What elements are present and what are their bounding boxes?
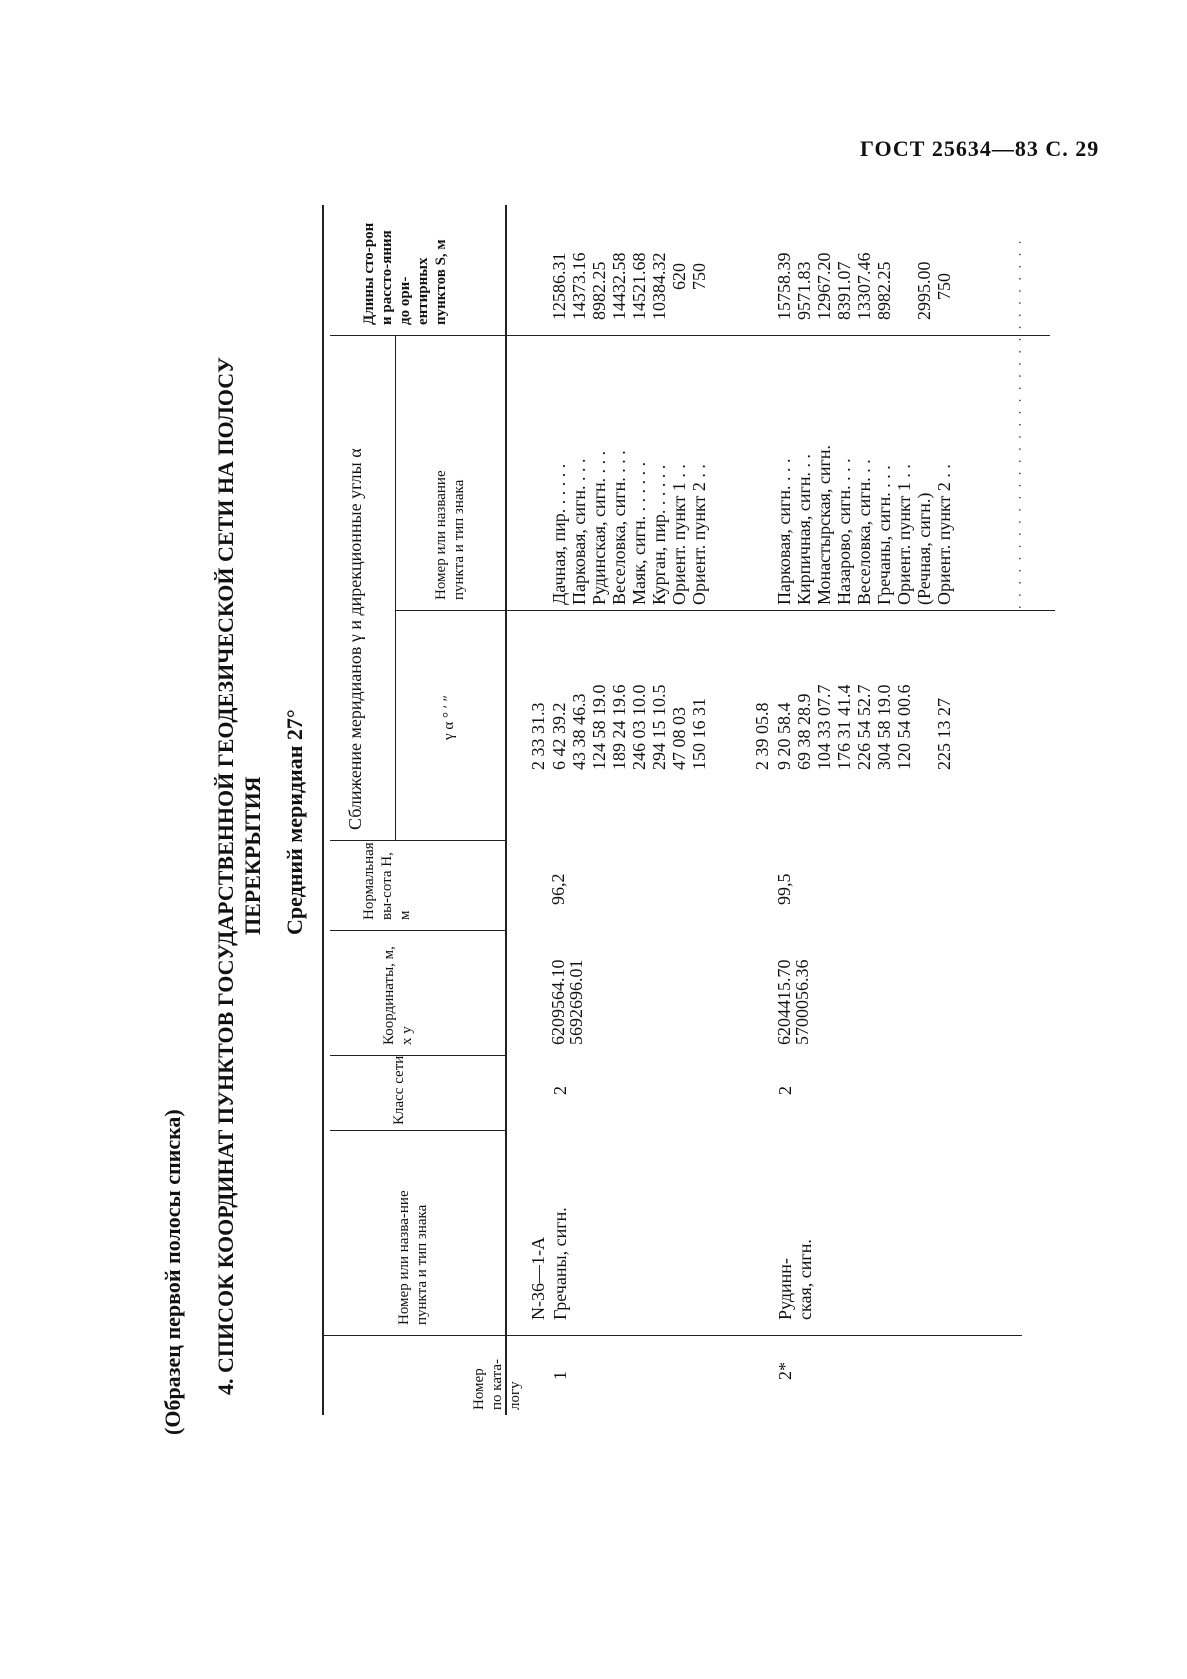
row2-dir-name: Ориент. пункт 2 . . (934, 464, 954, 605)
row2-dir-dist: 13307.46 (854, 252, 874, 320)
section-title: 4. СПИСОК КООРДИНАТ ПУНКТОВ ГОСУДАРСТВЕННОЙ ГЕОДЕЗИЧЕСКОЙ СЕТИ НА ПОЛОСУ (213, 356, 238, 1395)
col-sep-7 (330, 335, 1050, 336)
row1-dir-dist: 750 (689, 263, 709, 290)
col-convergence-group: Сближение меридианов γ и дирекционные углы α (345, 448, 365, 830)
row1-dir-dist: 14373.16 (569, 252, 589, 320)
col-sep-5 (330, 840, 505, 841)
col-orient-name: Номер или название пункта и тип знака (433, 470, 467, 600)
col-distance: Длины сто-рон и рассто-яния до ори-ентирных пунктов S, м (361, 222, 449, 325)
row2-name: Рудинн- (775, 1258, 795, 1320)
row2-dir-angle: 225 13 27 (934, 698, 954, 770)
row2-dir-name: Ориент. пункт 1 . . (894, 464, 914, 605)
row1-dir-name: Ориент. пункт 2 . . (689, 464, 709, 605)
row2-dir-angle: 120 54 00.6 (894, 684, 914, 770)
row1-dir-name: Веселовка, сигн. . . . (609, 450, 629, 605)
row1-x: 6209564.10 (548, 959, 568, 1045)
row1-dir-dist: 14521.68 (629, 252, 649, 320)
row2-no: 2* (775, 1362, 795, 1380)
row2-dir-dist: 8982.25 (874, 261, 894, 320)
row1-dir-name: Рудинская, сигн. . . . (589, 450, 609, 605)
row1-dir-angle: 124 58 19.0 (589, 684, 609, 770)
row2-dir-angle: 176 31 41.4 (834, 684, 854, 770)
col-angles: γ α ° ′ ″ (441, 694, 457, 740)
row2-dir-dist: 9571.83 (794, 261, 814, 320)
row2-dir-dist: 12967.20 (814, 252, 834, 320)
continuation-dots: · · · · · · · · · · · · · · · · · · · · · · · · · · · · · · · (1011, 240, 1026, 612)
row1-class: 2 (550, 1086, 570, 1095)
col-sep-6 (395, 610, 1055, 611)
row1-h: 96,2 (548, 873, 568, 905)
row2-dir-name: Кирпичная, сигн. . . (794, 454, 814, 605)
row1-dir-name: Дачная, пир. . . . . . (549, 463, 569, 605)
col-coords: Координаты, м, x y (381, 946, 415, 1045)
row2-gamma: 2 39 05.8 (752, 702, 772, 770)
row2-dir-name: Веселовка, сигн. . . (854, 459, 874, 605)
row2-dir-dist: 15758.39 (774, 252, 794, 320)
row2-dir-angle: 104 33 07.7 (814, 684, 834, 770)
col-sep-4 (330, 930, 505, 931)
row2-dir-name: Назарово, сигн. . . . (834, 458, 854, 605)
row1-dir-angle: 47 08 03 (669, 707, 689, 770)
row1-dir-angle: 246 03 10.0 (629, 684, 649, 770)
row1-dir-angle: 43 38 46.3 (569, 693, 589, 770)
col-sep-2 (330, 1130, 505, 1131)
row2-dir-angle: 9 20 58.4 (774, 702, 794, 770)
section-title-cont: ПЕРЕКРЫТИЯ (240, 776, 265, 935)
row2-name2: ская, сигн. (795, 1239, 815, 1320)
row1-dir-dist: 12586.31 (549, 252, 569, 320)
sample-note: (Образец первой полосы списка) (160, 1109, 185, 1435)
col-name: Номер или назва-ние пункта и тип знака (396, 1190, 430, 1325)
row2-class: 2 (775, 1086, 795, 1095)
row1-gamma: 2 33 31.3 (528, 702, 548, 770)
header-bottom-rule (505, 205, 507, 1415)
row2-dir-name: Монастырская, сигн. (814, 445, 834, 605)
row1-dir-name: Ориент. пункт 1 . . (669, 464, 689, 605)
row2-dir-dist: 750 (934, 273, 954, 300)
row2-h: 99,5 (774, 873, 794, 905)
row1-dir-angle: 150 16 31 (689, 698, 709, 770)
col-sep-1 (322, 1335, 1022, 1336)
row1-dir-angle: 294 15 10.5 (649, 684, 669, 770)
row2-y: 5700056.36 (792, 959, 812, 1045)
row1-dir-name: Парковая, сигн. . . . (569, 458, 589, 605)
row1-dir-name: Маяк, сигн. . . . . . . (629, 461, 649, 605)
table-left-rule (322, 205, 324, 1415)
row2-dir-angle: 69 38 28.9 (794, 693, 814, 770)
row1-dir-dist: 14432.58 (609, 252, 629, 320)
row1-dir-dist: 620 (669, 263, 689, 290)
col-catalog-no: Номер по ката-логу (471, 1359, 523, 1410)
row2-x: 6204415.70 (774, 959, 794, 1045)
page-header: ГОСТ 25634—83 С. 29 (860, 136, 1100, 161)
row1-name: N-36—1-А (528, 1237, 548, 1320)
conv-group-rule (395, 335, 396, 840)
row1-dir-name: Курган, пир. . . . . . (649, 464, 669, 605)
row2-dir-name: Гречаны, сигн. . . . (874, 465, 894, 605)
row1-dir-angle: 189 24 19.6 (609, 684, 629, 770)
col-class: Класс сети (391, 1055, 407, 1125)
row1-dir-angle: 6 42 39.2 (549, 702, 569, 770)
row2-dir-name: (Речная, сигн.) (914, 492, 934, 605)
row2-dir-dist: 8391.07 (834, 261, 854, 320)
subtitle: Средний меридиан 27° (282, 709, 307, 935)
row1-name2: Гречаны, сигн. (550, 1207, 570, 1320)
col-sep-3 (330, 1055, 505, 1056)
row1-y: 5692696.01 (566, 959, 586, 1045)
row1-dir-dist: 10384.32 (649, 252, 669, 320)
row2-dir-name: Парковая, сигн. . . . (774, 458, 794, 605)
row2-dir-dist: 2995.00 (914, 261, 934, 320)
row1-no: 1 (550, 1371, 570, 1380)
row2-dir-angle: 304 58 19.0 (874, 684, 894, 770)
row2-dir-angle: 226 54 52.7 (854, 684, 874, 770)
row1-dir-dist: 8982.25 (589, 261, 609, 320)
col-height: Нормальная вы-сота H, м (361, 842, 413, 920)
